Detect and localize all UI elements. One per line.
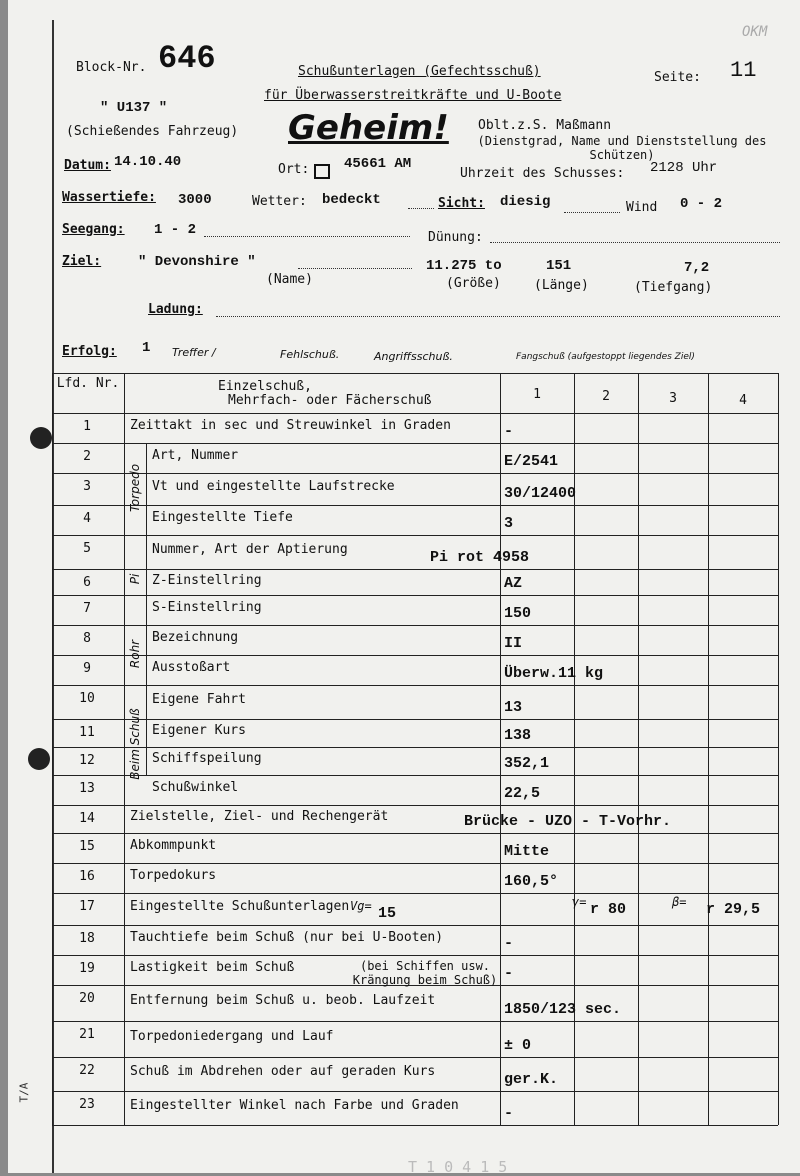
depth-value: 3000 xyxy=(178,192,212,208)
table-rule xyxy=(52,505,778,506)
row-label: Zeittakt in sec und Streuwinkel in Graden xyxy=(130,418,451,433)
row-label: Abkommpunkt xyxy=(130,838,217,853)
table-rule xyxy=(52,373,778,374)
punch-hole-top xyxy=(30,427,52,449)
row-number: 2 xyxy=(83,449,91,464)
time-value: 2128 Uhr xyxy=(650,160,718,176)
row-value-1: AZ xyxy=(504,575,523,592)
draft-caption: (Tiefgang) xyxy=(634,280,713,295)
column-header-nr: Lfd. Nr. xyxy=(56,376,120,391)
miss-label: Fehlschuß. xyxy=(280,348,340,361)
row-label: Eingestellte Schußunterlagen xyxy=(130,899,350,914)
group-label-rohr: Rohr xyxy=(128,639,142,669)
sea-label: Seegang: xyxy=(62,222,125,237)
secret-stamp: Geheim! xyxy=(288,108,449,148)
cargo-label: Ladung: xyxy=(148,302,203,317)
table-rule xyxy=(52,473,778,474)
table-rule xyxy=(52,569,778,570)
row-number: 23 xyxy=(79,1097,95,1112)
row-value-1: ger.K. xyxy=(504,1071,559,1088)
row-number: 1 xyxy=(83,419,91,434)
row-value-1: - xyxy=(504,423,514,440)
officer-label: (Dienstgrad, Name und Dienststellung des Schützen) xyxy=(477,134,767,162)
row-number: 5 xyxy=(83,541,91,556)
corner-mark: OKM xyxy=(742,24,768,40)
table-rule xyxy=(52,1057,778,1058)
catch-label: Fangschuß (aufgestoppt liegendes Ziel) xyxy=(516,352,695,362)
row-value-1: - xyxy=(504,965,514,982)
form-title: Schußunterlagen (Gefechtsschuß) xyxy=(298,64,541,79)
swell-label: Dünung: xyxy=(428,230,483,245)
table-rule xyxy=(52,595,778,596)
officer-name: Oblt.z.S. Maßmann xyxy=(478,118,612,133)
table-rule xyxy=(52,863,778,864)
row-value-1: E/2541 xyxy=(504,453,559,470)
setting-gamma-value: r 80 xyxy=(590,901,627,918)
setting-beta-value: r 29,5 xyxy=(706,901,761,918)
row-label: Schuß im Abdrehen oder auf geraden Kurs xyxy=(130,1064,436,1079)
row-value-1: Überw.11 kg xyxy=(504,665,604,682)
success-label: Erfolg: xyxy=(62,344,117,359)
table-rule xyxy=(146,443,147,775)
group-label-torpedo: Torpedo xyxy=(128,463,142,513)
weather-value: bedeckt xyxy=(322,192,381,208)
column-header-3: 3 xyxy=(669,391,677,406)
row-number: 17 xyxy=(79,899,95,914)
row-label: Schiffspeilung xyxy=(152,751,262,766)
vessel-name: " U137 " xyxy=(100,100,168,116)
column-header-2: 2 xyxy=(602,389,610,404)
row-label: Art, Nummer xyxy=(152,448,239,463)
setting-beta-label: β= xyxy=(672,895,687,909)
row-label: Zielstelle, Ziel- und Rechengerät xyxy=(130,809,389,824)
time-label: Uhrzeit des Schusses: xyxy=(460,166,625,181)
wind-value: 0 - 2 xyxy=(680,196,723,212)
row-value-1: 30/12400 xyxy=(504,485,577,502)
target-size: 11.275 to xyxy=(426,258,502,274)
wind-label: Wind xyxy=(626,200,658,215)
table-rule xyxy=(52,655,778,656)
row-number: 6 xyxy=(83,575,91,590)
visibility-value: diesig xyxy=(500,194,551,210)
table-rule xyxy=(52,443,778,444)
row-number: 12 xyxy=(79,753,95,768)
table-rule xyxy=(708,373,709,1125)
firing-data-table xyxy=(52,373,778,1133)
row-number: 10 xyxy=(79,691,95,706)
row-value-1: 22,5 xyxy=(504,785,541,802)
table-rule xyxy=(52,805,778,806)
table-rule xyxy=(500,373,501,1125)
row-number: 13 xyxy=(79,781,95,796)
size-caption: (Größe) xyxy=(446,276,501,291)
target-draft: 7,2 xyxy=(684,260,710,276)
row-number: 4 xyxy=(83,511,91,526)
place-label: Ort: xyxy=(278,162,310,177)
table-rule xyxy=(778,373,779,1125)
form-subtitle: für Überwasserstreitkräfte und U-Boote xyxy=(264,88,562,103)
row-number: 19 xyxy=(79,961,95,976)
row-label: Nummer, Art der Aptierung xyxy=(152,542,348,557)
vessel-label: (Schießendes Fahrzeug) xyxy=(66,124,239,139)
row-label: Eigene Fahrt xyxy=(152,692,246,707)
row-label: Bezeichnung xyxy=(152,630,239,645)
table-rule xyxy=(52,535,778,536)
table-rule xyxy=(52,625,778,626)
row-label: Z-Einstellring xyxy=(152,573,262,588)
table-rule xyxy=(124,373,125,1125)
table-rule xyxy=(52,833,778,834)
sea-value: 1 - 2 xyxy=(154,222,197,238)
row-value-1: - xyxy=(504,935,514,952)
row-number: 11 xyxy=(79,725,95,740)
success-value: 1 xyxy=(142,340,151,356)
row-number: 7 xyxy=(83,601,91,616)
side-mark: T/A xyxy=(17,1082,31,1103)
row-number: 20 xyxy=(79,991,95,1006)
target-label: Ziel: xyxy=(62,254,102,269)
punch-hole-bottom xyxy=(28,748,50,770)
group-label-beim-schuss: Beim Schuß xyxy=(128,708,142,780)
row-label: Eingestellte Tiefe xyxy=(152,510,293,525)
row-number: 8 xyxy=(83,631,91,646)
row-number: 9 xyxy=(83,661,91,676)
row-label: S-Einstellring xyxy=(152,600,262,615)
row-value-1: 352,1 xyxy=(504,755,550,772)
row-number: 18 xyxy=(79,931,95,946)
row-label: Eigener Kurs xyxy=(152,723,246,738)
table-rule xyxy=(52,685,778,686)
date-label: Datum: xyxy=(64,158,111,173)
row-label: Ausstoßart xyxy=(152,660,231,675)
hit-label: Treffer / xyxy=(172,346,216,359)
block-number: 646 xyxy=(158,40,216,77)
weather-label: Wetter: xyxy=(252,194,307,209)
setting-vg-label: Vg= xyxy=(350,899,372,913)
row-number: 16 xyxy=(79,869,95,884)
row-number: 15 xyxy=(79,839,95,854)
row-value-1: 1850/123 sec. xyxy=(504,1001,622,1018)
block-label: Block-Nr. xyxy=(76,60,147,75)
row-number: 14 xyxy=(79,811,95,826)
table-rule xyxy=(52,1091,778,1092)
row-label: Tauchtiefe beim Schuß (nur bei U-Booten) xyxy=(130,930,444,945)
row-value-1: ± 0 xyxy=(504,1037,532,1054)
row-label-note: (bei Schiffen usw. Krängung beim Schuß) xyxy=(352,959,498,987)
row-value-1: Mitte xyxy=(504,843,550,860)
page-number: 11 xyxy=(730,58,757,83)
row-label: Vt und eingestellte Laufstrecke xyxy=(152,479,395,494)
page-label: Seite: xyxy=(654,70,701,85)
row-value-1: 160,5° xyxy=(504,873,559,890)
table-rule xyxy=(52,775,778,776)
setting-gamma-label: γ= xyxy=(572,895,587,909)
column-header-1: 1 xyxy=(533,387,541,402)
row-label: Lastigkeit beim Schuß xyxy=(130,960,295,975)
target-length: 151 xyxy=(546,258,572,274)
column-header-desc-2: Mehrfach- oder Fächerschuß xyxy=(228,393,432,408)
row-label: Torpedokurs xyxy=(130,868,217,883)
place-value: 45661 AM xyxy=(344,156,412,172)
row-label: Eingestellter Winkel nach Farbe und Graden xyxy=(130,1098,459,1113)
column-header-desc-1: Einzelschuß, xyxy=(218,379,312,394)
column-header-4: 4 xyxy=(739,393,747,408)
table-rule xyxy=(52,1125,778,1126)
row-value-1: 13 xyxy=(504,699,523,716)
row-value-1: II xyxy=(504,635,523,652)
row-value-1: 15 xyxy=(378,905,397,922)
document-page xyxy=(8,0,800,1176)
row-label: Torpedoniedergang und Lauf xyxy=(130,1029,334,1044)
row-value-1: Pi rot 4958 xyxy=(430,549,530,566)
length-caption: (Länge) xyxy=(534,278,589,293)
row-number: 3 xyxy=(83,479,91,494)
row-value-1: 150 xyxy=(504,605,532,622)
date-value: 14.10.40 xyxy=(114,154,182,170)
target-name: " Devonshire " xyxy=(138,254,256,270)
row-label: Entfernung beim Schuß u. beob. Laufzeit xyxy=(130,993,436,1008)
table-rule xyxy=(52,893,778,894)
table-rule xyxy=(638,373,639,1125)
row-number: 21 xyxy=(79,1027,95,1042)
table-rule xyxy=(52,413,778,414)
table-rule xyxy=(52,747,778,748)
attack-label: Angriffsschuß. xyxy=(374,350,453,363)
row-value-1: Brücke - UZO - T-Vorhr. xyxy=(464,813,672,830)
row-value-1: 138 xyxy=(504,727,532,744)
table-rule xyxy=(52,925,778,926)
name-caption: (Name) xyxy=(266,272,313,287)
row-number: 22 xyxy=(79,1063,95,1078)
bottom-mark: T 1 0 4 1 5 xyxy=(408,1158,508,1176)
place-box-icon xyxy=(314,164,330,179)
visibility-label: Sicht: xyxy=(438,196,485,211)
row-value-1: 3 xyxy=(504,515,514,532)
table-rule xyxy=(52,719,778,720)
row-value-1: - xyxy=(504,1105,514,1122)
table-rule xyxy=(52,955,778,956)
table-rule xyxy=(52,1021,778,1022)
group-label-pi: Pi xyxy=(128,573,142,585)
depth-label: Wassertiefe: xyxy=(62,190,156,205)
row-label: Schußwinkel xyxy=(152,780,239,795)
